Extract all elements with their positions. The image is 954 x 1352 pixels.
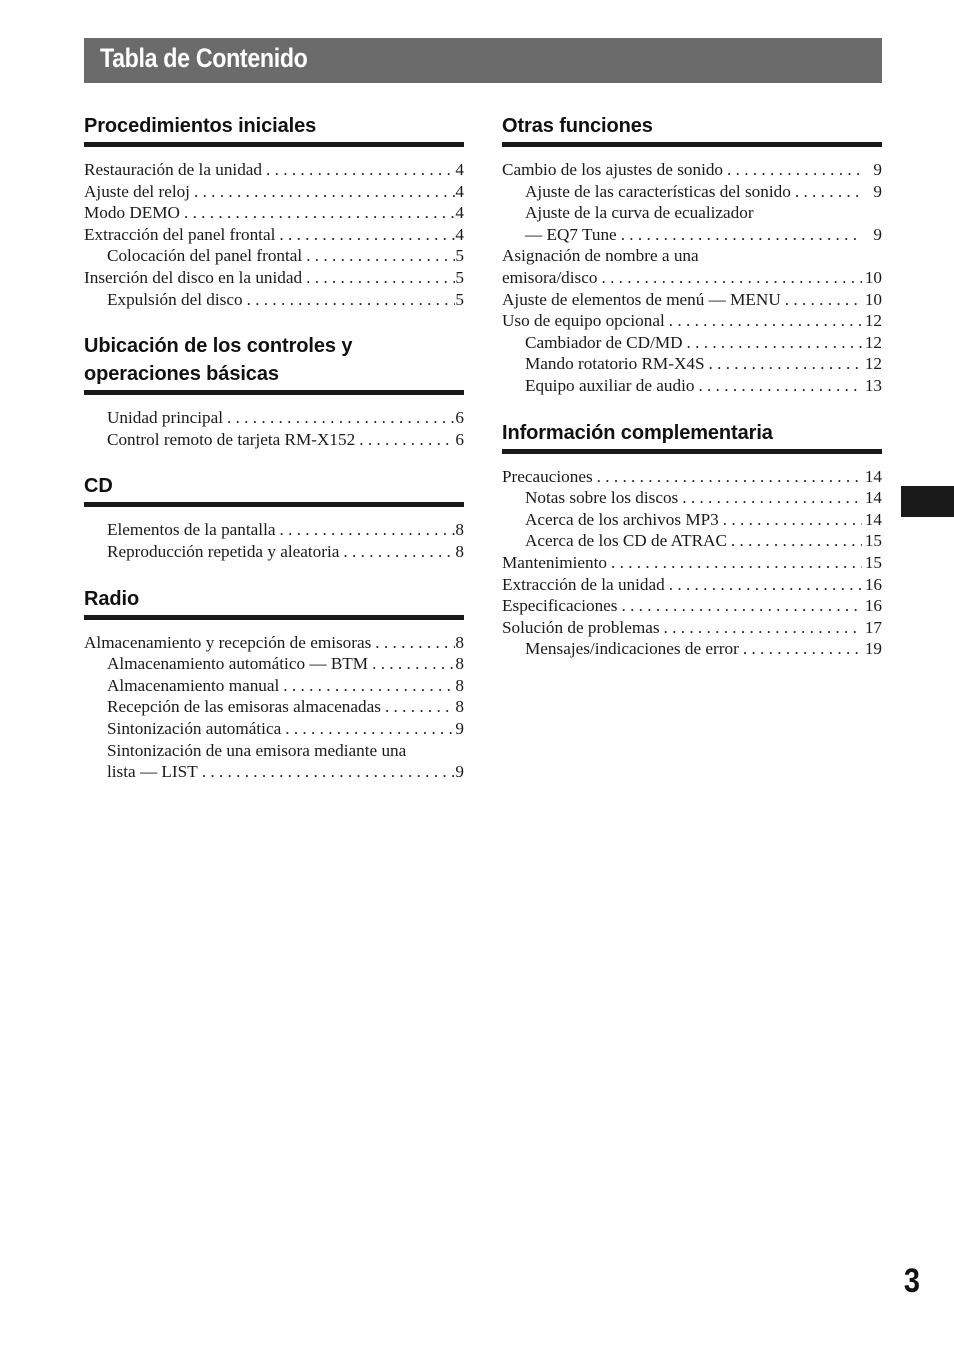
dot-leader — [302, 267, 455, 289]
toc-entry-page: 4 — [455, 160, 464, 179]
toc-entry-label: Extracción de la unidad — [502, 574, 665, 594]
dot-leader — [368, 653, 455, 675]
toc-entry-label: Control remoto de tarjeta RM-X152 — [107, 429, 356, 449]
toc-entry[interactable] — [502, 530, 882, 552]
toc-entry-page: 8 — [455, 632, 464, 652]
toc-entry-page: 6 — [455, 429, 464, 449]
dot-leader — [723, 159, 862, 181]
toc-entry[interactable] — [502, 466, 882, 488]
toc-entry[interactable] — [84, 761, 464, 783]
dot-leader — [339, 541, 455, 563]
toc-entry[interactable] — [502, 267, 882, 289]
toc-entry[interactable] — [502, 353, 882, 375]
toc-entry-page: 14 — [864, 466, 882, 486]
toc-right-column — [502, 112, 882, 682]
toc-entry-list — [84, 519, 464, 562]
toc-entry-label: Cambio de los ajustes de sonido — [502, 160, 724, 179]
dot-leader — [275, 224, 455, 246]
toc-entry-list — [84, 159, 464, 310]
page-number: 3 — [903, 1262, 920, 1300]
toc-entry-label: Ajuste de elementos de menú — MENU — [502, 289, 781, 309]
section-heading: CD — [84, 472, 464, 507]
toc-entry[interactable] — [84, 675, 464, 697]
toc-entry-label: Inserción del disco en la unidad — [84, 267, 303, 287]
toc-entry[interactable] — [84, 541, 464, 563]
dot-leader — [607, 552, 862, 574]
toc-entry-page: 14 — [864, 509, 882, 529]
dot-leader — [781, 289, 862, 311]
toc-entry-page: 8 — [455, 697, 464, 717]
toc-entry[interactable] — [84, 429, 464, 451]
toc-entry-label: Almacenamiento automático — BTM — [107, 654, 369, 674]
toc-entry-page: 16 — [864, 596, 882, 616]
toc-entry-page: 15 — [864, 531, 882, 551]
toc-entry-label: Almacenamiento y recepción de emisoras — [84, 632, 372, 652]
toc-entry-label: Extracción del panel frontal — [84, 224, 276, 244]
toc-entry-page: 9 — [455, 718, 464, 738]
toc-entry-page: 12 — [864, 311, 882, 331]
toc-entry-page: 12 — [864, 332, 882, 352]
toc-section-informacion-complementaria — [502, 419, 882, 660]
toc-entry-page: 9 — [873, 160, 882, 179]
toc-entry[interactable] — [84, 632, 464, 654]
dot-leader — [665, 574, 862, 596]
dot-leader — [371, 632, 455, 654]
dot-leader — [243, 289, 456, 311]
toc-entry-list — [84, 632, 464, 783]
toc-entry-page: 14 — [864, 488, 882, 508]
toc-entry-label: Recepción de las emisoras almacenadas — [107, 697, 381, 717]
dot-leader — [665, 310, 862, 332]
toc-entry[interactable] — [84, 202, 464, 224]
page-title: Tabla de Contenido — [100, 43, 308, 73]
toc-entry[interactable] — [502, 552, 882, 574]
toc-entry-page: 9 — [455, 762, 464, 782]
toc-entry-page: 5 — [455, 267, 464, 287]
toc-entry[interactable] — [502, 181, 882, 203]
section-heading: Ubicación de los controles y operaciones básicas — [84, 332, 464, 395]
toc-entry[interactable] — [502, 224, 882, 246]
toc-entry-label: Acerca de los archivos MP3 — [525, 509, 719, 529]
toc-entry-label: Ajuste del reloj — [84, 181, 190, 201]
toc-entry[interactable] — [502, 595, 882, 617]
toc-entry-page: 10 — [864, 267, 882, 287]
dot-leader — [617, 224, 862, 246]
toc-entry-label: Elementos de la pantalla — [107, 520, 276, 540]
dot-leader — [279, 675, 455, 697]
toc-entry-label: Uso de equipo opcional — [502, 311, 665, 331]
dot-leader — [719, 509, 862, 531]
toc-entry-label: emisora/disco — [502, 267, 598, 287]
toc-entry-label: Especificaciones — [502, 596, 618, 616]
toc-entry[interactable] — [84, 740, 464, 762]
toc-entry-label: Notas sobre los discos — [525, 488, 679, 508]
dot-leader — [683, 332, 862, 354]
toc-entry[interactable] — [502, 202, 882, 224]
toc-entry[interactable] — [502, 289, 882, 311]
toc-entry-page: 13 — [864, 375, 882, 395]
toc-entry-page: 4 — [455, 203, 464, 223]
toc-entry[interactable] — [502, 574, 882, 596]
toc-entry[interactable] — [502, 245, 882, 267]
toc-entry-label: Cambiador de CD/MD — [525, 332, 683, 352]
toc-entry-page: 17 — [864, 617, 882, 637]
toc-entry[interactable] — [502, 617, 882, 639]
dot-leader — [593, 466, 862, 488]
toc-entry-label: Expulsión del disco — [107, 289, 243, 309]
toc-entry[interactable] — [84, 289, 464, 311]
title-bar — [84, 38, 882, 83]
toc-entry[interactable] — [502, 310, 882, 332]
toc-entry[interactable] — [502, 638, 882, 660]
dot-leader — [355, 429, 455, 451]
toc-entry[interactable] — [502, 487, 882, 509]
toc-entry-label: Restauración de la unidad — [84, 160, 263, 179]
toc-entry-page: 10 — [864, 289, 882, 309]
dot-leader — [727, 530, 862, 552]
toc-entry[interactable] — [84, 653, 464, 675]
dot-leader — [223, 407, 455, 429]
dot-leader — [281, 718, 455, 740]
toc-entry[interactable] — [84, 267, 464, 289]
toc-entry-page: 9 — [873, 181, 882, 201]
toc-entry[interactable] — [502, 332, 882, 354]
section-heading: Radio — [84, 585, 464, 620]
toc-entry[interactable] — [84, 718, 464, 740]
toc-entry-page: 8 — [455, 654, 464, 674]
toc-entry-page: 8 — [455, 520, 464, 540]
toc-entry[interactable] — [84, 696, 464, 718]
dot-leader — [617, 595, 862, 617]
toc-entry-label: Mensajes/indicaciones de error — [525, 639, 739, 659]
toc-entry-label: Almacenamiento manual — [107, 675, 280, 695]
toc-entry[interactable] — [502, 509, 882, 531]
dot-leader — [180, 202, 455, 224]
toc-section-radio — [84, 585, 464, 783]
toc-entry[interactable] — [84, 159, 464, 181]
toc-entry-label: Sintonización automática — [107, 718, 282, 738]
toc-entry-list — [502, 466, 882, 660]
toc-entry-page: 15 — [864, 552, 882, 572]
dot-leader — [678, 487, 862, 509]
toc-entry-page: 9 — [873, 224, 882, 244]
toc-entry-page: 12 — [864, 354, 882, 374]
toc-section-procedimientos-iniciales — [84, 112, 464, 310]
toc-entry-label: Mantenimiento — [502, 552, 608, 572]
toc-entry[interactable] — [502, 375, 882, 397]
dot-leader — [275, 519, 455, 541]
dot-leader — [190, 181, 455, 203]
dot-leader — [791, 181, 862, 203]
section-heading: Procedimientos iniciales — [84, 112, 464, 147]
dot-leader — [597, 267, 862, 289]
toc-entry-label: Acerca de los CD de ATRAC — [525, 531, 727, 551]
dot-leader — [302, 245, 455, 267]
toc-entry[interactable] — [502, 159, 882, 181]
toc-entry-label: Unidad principal — [107, 408, 223, 428]
toc-entry-label: Ajuste de la curva de ecualizador — [525, 203, 754, 223]
toc-entry-list — [502, 159, 882, 397]
toc-entry[interactable] — [84, 181, 464, 203]
toc-section-ubicacion-de-los-controles-y-operaciones — [84, 332, 464, 450]
toc-entry-label: Modo DEMO — [84, 203, 180, 223]
toc-section-otras-funciones — [502, 112, 882, 397]
toc-left-column — [84, 112, 464, 805]
toc-entry-list — [84, 407, 464, 450]
dot-leader — [660, 617, 862, 639]
toc-entry-page: 8 — [455, 541, 464, 561]
toc-entry-label: Asignación de nombre a una — [502, 246, 699, 266]
toc-entry[interactable] — [84, 407, 464, 429]
toc-entry-page: 5 — [455, 246, 464, 266]
toc-entry-label: Sintonización de una emisora mediante una — [107, 740, 407, 760]
toc-entry-label: Precauciones — [502, 466, 593, 486]
dot-leader — [198, 761, 456, 783]
toc-entry-page: 4 — [455, 181, 464, 201]
section-heading: Otras funciones — [502, 112, 882, 147]
toc-entry-label: Equipo auxiliar de audio — [525, 375, 695, 395]
section-tab-marker — [901, 486, 954, 517]
dot-leader — [381, 696, 455, 718]
toc-entry-page: 8 — [455, 675, 464, 695]
dot-leader — [694, 375, 862, 397]
toc-entry[interactable] — [84, 224, 464, 246]
toc-entry[interactable] — [84, 245, 464, 267]
toc-entry-label: lista — LIST — [107, 762, 198, 782]
section-heading: Información complementaria — [502, 419, 882, 454]
dot-leader — [262, 159, 455, 181]
toc-entry-label: Solución de problemas — [502, 617, 660, 637]
toc-entry-page: 16 — [864, 574, 882, 594]
toc-entry-label: Colocación del panel frontal — [107, 246, 303, 266]
toc-entry-label: Ajuste de las características del sonido — [525, 181, 791, 201]
toc-entry-page: 6 — [455, 408, 464, 428]
toc-entry-label: Mando rotatorio RM-X4S — [525, 354, 705, 374]
toc-entry[interactable] — [84, 519, 464, 541]
toc-entry-label: Reproducción repetida y aleatoria — [107, 541, 340, 561]
toc-entry-page: 5 — [455, 289, 464, 309]
toc-entry-page: 4 — [455, 224, 464, 244]
toc-entry-label: — EQ7 Tune — [525, 224, 617, 244]
toc-entry-page: 19 — [864, 639, 882, 659]
dot-leader — [739, 638, 862, 660]
toc-section-cd — [84, 472, 464, 562]
dot-leader — [705, 353, 862, 375]
